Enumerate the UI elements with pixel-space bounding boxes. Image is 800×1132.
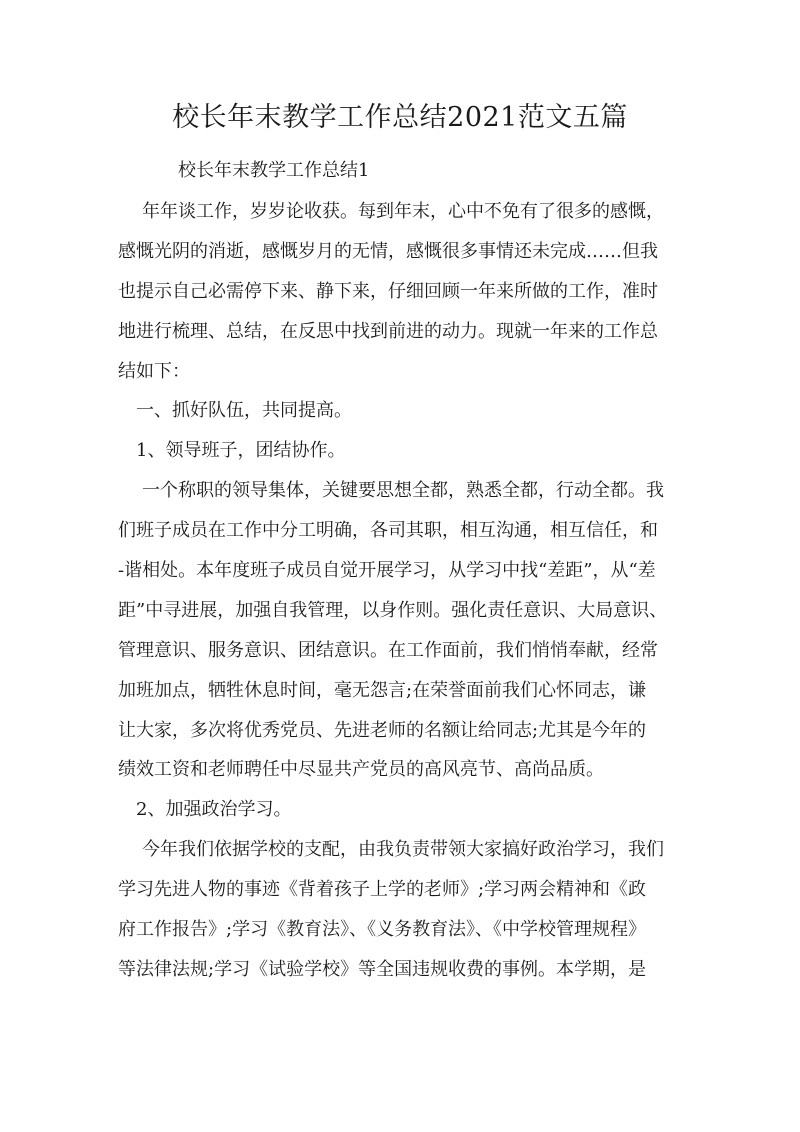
body-line: 们班子成员在工作中分工明确，各司其职，相互沟通，相互信任，和	[118, 520, 658, 542]
body-line: 府工作报告》;学习《教育法》、《义务教育法》、《中学校管理规程》	[118, 919, 647, 941]
body-line: 地进行梳理、总结，在反思中找到前进的动力。现就一年来的工作总	[118, 320, 658, 342]
body-line: 加班加点，牺牲休息时间，毫无怨言;在荣誉面前我们心怀同志，谦	[118, 679, 647, 701]
body-line: 感慨光阴的消逝，感慨岁月的无情，感慨很多事情还未完成……但我	[118, 240, 658, 262]
subsection-heading: 1、领导班子，团结协作。	[136, 440, 346, 462]
body-line: 结如下：	[118, 360, 190, 382]
section-heading: 一、抓好队伍，共同提高。	[136, 400, 352, 422]
body-line: -谐相处。本年度班子成员自觉开展学习，从学习中找“差距”，从“差	[118, 560, 656, 582]
document-title: 校长年末教学工作总结2021范文五篇	[172, 102, 628, 133]
body-line: 绩效工资和老师聘任中尽显共产党员的高风亮节、高尚品质。	[118, 759, 604, 781]
body-line: 等法律法规;学习《试验学校》等全国违规收费的事例。本学期，是	[118, 958, 647, 980]
body-line: 让大家，多次将优秀党员、先进老师的名额让给同志;尤其是今年的	[118, 719, 647, 741]
body-line: 学习先进人物的事迹《背着孩子上学的老师》;学习两会精神和《政	[118, 879, 647, 901]
body-line: 也提示自己必需停下来、静下来，仔细回顾一年来所做的工作，准时	[118, 280, 658, 302]
document-subtitle: 校长年末教学工作总结1	[178, 160, 370, 181]
document-body	[118, 192, 688, 990]
body-line: 距”中寻进展，加强自我管理，以身作则。强化责任意识、大局意识、	[118, 599, 668, 621]
body-line: 年年谈工作，岁岁论收获。每到年末，心中不免有了很多的感慨，	[142, 201, 664, 222]
body-line: 管理意识、服务意识、团结意识。在工作面前，我们悄悄奉献，经常	[118, 639, 658, 661]
body-line: 今年我们依据学校的支配，由我负责带领大家搞好政治学习，我们	[142, 839, 664, 861]
subsection-heading: 2、加强政治学习。	[136, 799, 292, 821]
body-line: 一个称职的领导集体，关键要思想全都，熟悉全都，行动全都。我	[142, 480, 664, 502]
